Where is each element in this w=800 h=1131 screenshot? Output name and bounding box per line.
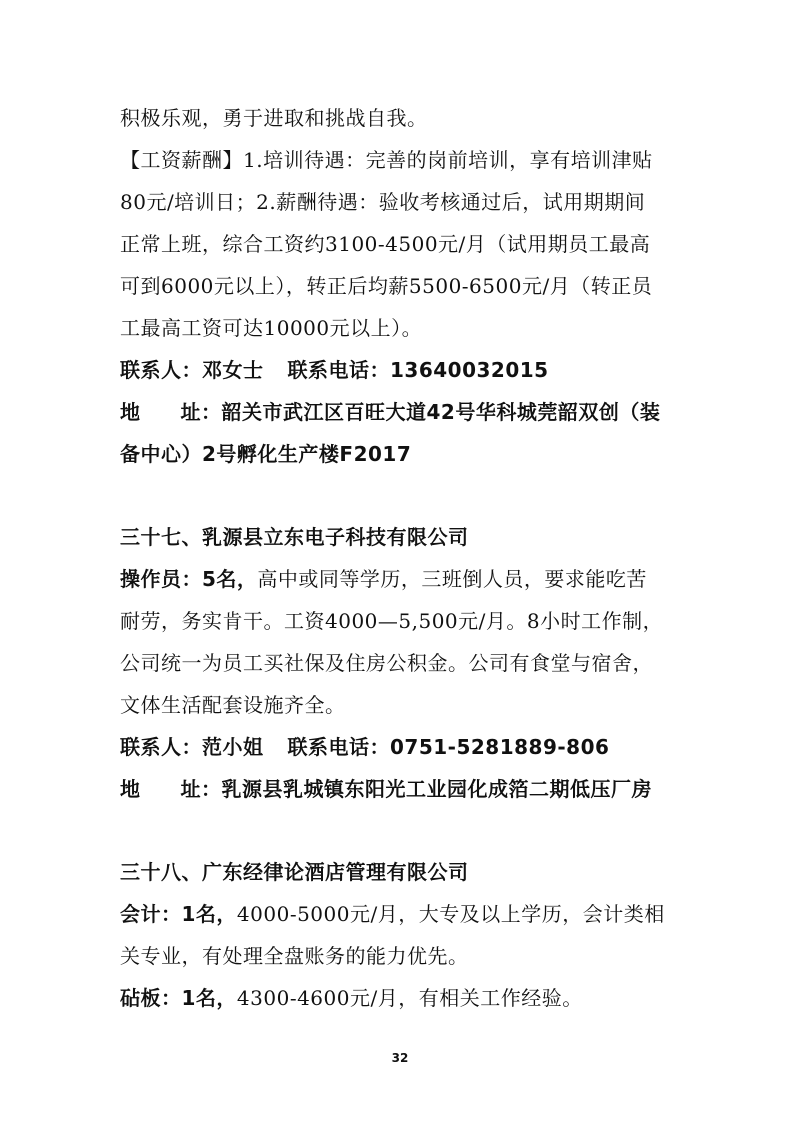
contact-phone: 联系电话：13640032015 <box>287 358 549 382</box>
address-label: 地 <box>120 777 141 801</box>
address-line-continued: 备中心）2号孵化生产楼F2017 <box>120 442 412 466</box>
paragraph-line: 【工资薪酬】1.培训待遇：完善的岗前培训，享有培训津贴 <box>120 148 653 172</box>
paragraph-line: 积极乐观，勇于进取和挑战自我。 <box>120 106 428 130</box>
job-description: 4300-4600元/月，有相关工作经验。 <box>236 986 583 1010</box>
paragraph-line: 关专业，有处理全盘账务的能力优先。 <box>120 944 469 968</box>
address-text: 址：韶关市武江区百旺大道42号华科城莞韶双创（装 <box>180 400 661 424</box>
contact-line <box>120 732 680 762</box>
paragraph-line: 可到6000元以上），转正后均薪5500-6500元/月（转正员 <box>120 274 653 298</box>
paragraph-line: 耐劳，务实肯干。工资4000—5,500元/月。8小时工作制， <box>120 609 664 633</box>
address-line <box>120 774 680 804</box>
job-line <box>120 983 680 1013</box>
paragraph-line: 80元/培训日；2.薪酬待遇：验收考核通过后，试用期期间 <box>120 190 646 214</box>
job-title: 砧板：1名， <box>120 986 237 1010</box>
contact-phone: 联系电话：0751-5281889-806 <box>287 735 610 759</box>
paragraph-line: 文体生活配套设施齐全。 <box>120 693 346 717</box>
job-title: 会计：1名， <box>120 902 237 926</box>
company-title: 三十八、广东经律论酒店管理有限公司 <box>120 860 469 884</box>
contact-line <box>120 355 680 385</box>
job-description: 高中或同等学历，三班倒人员，要求能吃苦 <box>257 567 647 591</box>
address-text: 址：乳源县乳城镇东阳光工业园化成箔二期低压厂房 <box>180 777 652 801</box>
address-line <box>120 397 680 427</box>
contact-person: 联系人：范小姐 <box>120 735 264 759</box>
job-line <box>120 899 680 929</box>
address-label: 地 <box>120 400 141 424</box>
paragraph-line: 公司统一为员工买社保及住房公积金。公司有食堂与宿舍， <box>120 651 653 675</box>
paragraph-line: 工最高工资可达10000元以上）。 <box>120 316 423 340</box>
company-title: 三十七、乳源县立东电子科技有限公司 <box>120 525 469 549</box>
contact-person: 联系人：邓女士 <box>120 358 264 382</box>
job-title: 操作员：5名， <box>120 567 258 591</box>
job-description: 4000-5000元/月，大专及以上学历，会计类相 <box>236 902 665 926</box>
job-line <box>120 564 680 594</box>
paragraph-line: 正常上班，综合工资约3100-4500元/月（试用期员工最高 <box>120 232 651 256</box>
page-number: 32 <box>391 1051 409 1065</box>
